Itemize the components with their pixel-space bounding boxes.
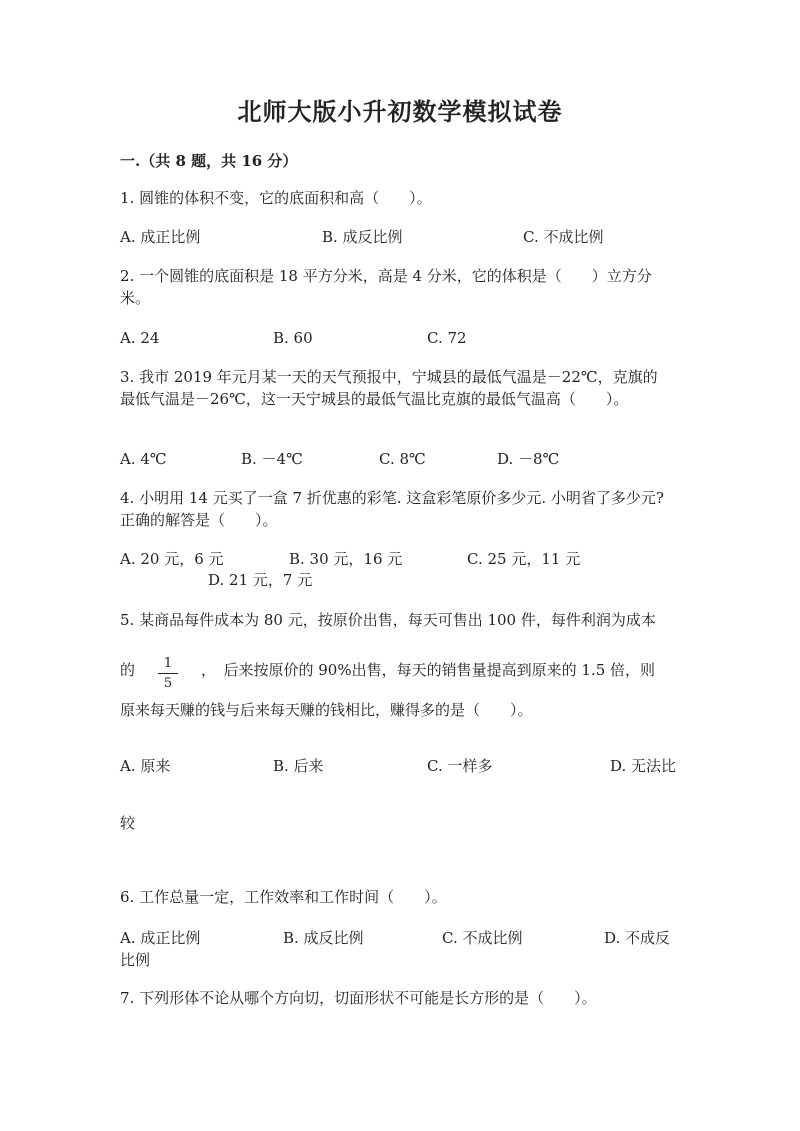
- question-stem: 1. 圆锥的体积不变，它的底面积和高（ ）。: [120, 189, 432, 207]
- fraction-numerator: 1: [163, 656, 173, 671]
- question-stem-continued: 最低气温是－26℃，这一天宁城县的最低气温比克旗的最低气温高（ ）。: [120, 390, 629, 408]
- option-a: A. 原来: [120, 757, 171, 775]
- option-d-continued: 比例: [120, 951, 151, 969]
- question-stem: 5. 某商品每件成本为 80 元，按原价出售，每天可售出 100 件，每件利润为成本: [120, 611, 656, 629]
- question-stem-continued: 正确的解答是（ ）。: [120, 511, 278, 529]
- option-d: D. －8℃: [497, 450, 560, 468]
- section-header: 一.（共 8 题，共 16 分）: [120, 152, 298, 170]
- question-stem-suffix: ， 后来按原价的 90%出售，每天的销售量提高到原来的 1.5 倍，则: [201, 661, 656, 679]
- option-b: B. 成反比例: [283, 929, 364, 947]
- question-stem-continued: 米。: [120, 289, 151, 307]
- question-stem-continued: 原来每天赚的钱与后来每天赚的钱相比，赚得多的是（ ）。: [120, 701, 533, 719]
- fraction-denominator: 5: [163, 676, 173, 691]
- option-a: A. 成正比例: [120, 228, 201, 246]
- option-a: A. 20 元，6 元: [120, 550, 224, 568]
- option-d: D. 不成反: [604, 929, 671, 947]
- option-c: C. 8℃: [379, 450, 426, 468]
- option-c: C. 不成比例: [442, 929, 523, 947]
- option-d: D. 无法比: [610, 757, 677, 775]
- fraction-bar: [158, 673, 178, 674]
- question-stem: 6. 工作总量一定，工作效率和工作时间（ ）。: [120, 888, 447, 906]
- option-d: D. 21 元，7 元: [208, 571, 313, 589]
- option-a: A. 4℃: [120, 450, 167, 468]
- option-a: A. 24: [120, 329, 160, 347]
- option-b: B. －4℃: [241, 450, 303, 468]
- option-a: A. 成正比例: [120, 929, 201, 947]
- option-c: C. 72: [427, 329, 467, 347]
- option-b: B. 30 元，16 元: [289, 550, 403, 568]
- option-b: B. 成反比例: [322, 228, 403, 246]
- option-c: C. 25 元，11 元: [467, 550, 581, 568]
- option-b: B. 后来: [273, 757, 324, 775]
- question-stem: 7. 下列形体不论从哪个方向切，切面形状不可能是长方形的是（ ）。: [120, 989, 597, 1007]
- option-c: C. 一样多: [427, 757, 493, 775]
- question-stem: 4. 小明用 14 元买了一盒 7 折优惠的彩笔. 这盒彩笔原价多少元. 小明省了多少元?: [120, 489, 664, 507]
- page-title: 北师大版小升初数学模拟试卷: [237, 97, 563, 126]
- question-stem: 2. 一个圆锥的底面积是 18 平方分米，高是 4 分米，它的体积是（ ）立方分: [120, 267, 652, 285]
- question-stem: 3. 我市 2019 年元月某一天的天气预报中，宁城县的最低气温是－22℃，克旗的: [120, 368, 658, 386]
- option-d-continued: 较: [120, 814, 136, 832]
- fraction: [158, 656, 178, 691]
- question-stem-prefix: 的: [120, 661, 136, 679]
- option-b: B. 60: [273, 329, 313, 347]
- option-c: C. 不成比例: [523, 228, 604, 246]
